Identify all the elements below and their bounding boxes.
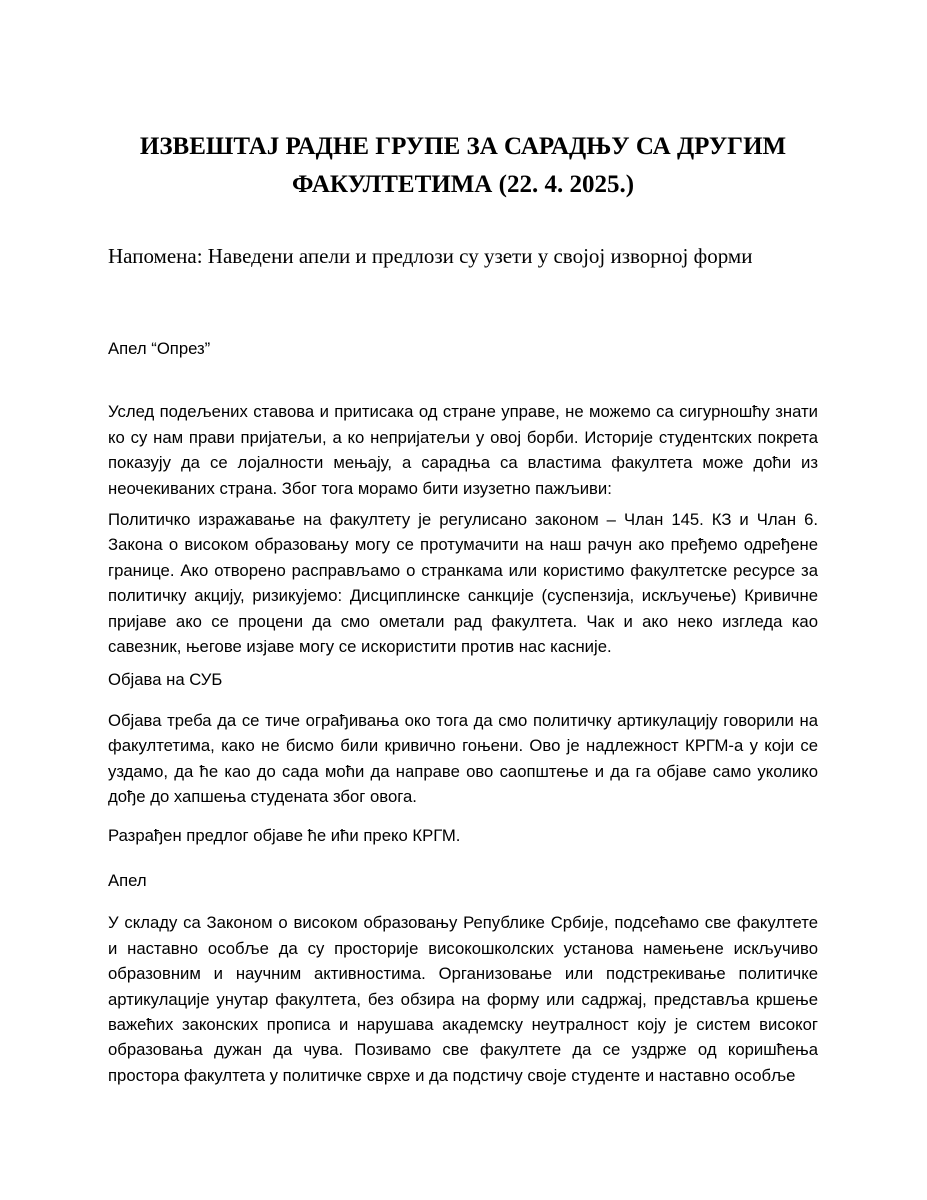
paragraph-politicko: Политичко изражавање на факултету је регулисано законом – Члан 145. КЗ и Члан 6. Закона о високом образовању могу се протумачити на наш рачун ако пређемо одређене границе. Ако отворено расправљамо о странкама или користимо факултетске ресурсе за политичку акцију, ризикујемо: Дисциплинске санкције (суспензија, искључење) Кривичне пријаве ако се процени да смо ометали рад факултета. Чак и ако неко изгледа као савезник, његове изјаве могу се искористити против нас касније. — [108, 510, 818, 657]
paragraph-objava-treba: Објава треба да се тиче ограђивања око тога да смо политичку артикулацију говорили на факултетима, како не бисмо били кривично гоњени. Ово је надлежност КРГМ-а у који се уздамо, да ће као до сада моћи да направе ово саопштење и да га објаве само уколико дође до хапшења студената због овога. — [108, 710, 818, 807]
document-title-line2: ФАКУЛТЕТИМА (22. 4. 2025.) — [291, 171, 635, 198]
heading-apel-oprez: Апел “Опрез” — [108, 339, 211, 358]
heading-objava-na-sub: Објава на СУБ — [108, 670, 223, 690]
heading-apel: Апел — [108, 870, 147, 890]
paragraph-razradjen: Разрађен предлог објаве ће ићи преко КРГМ. — [108, 825, 461, 845]
paragraph-u-skladu: У складу са Законом о високом образовању Републике Србије, подсећамо све факултете и наставно особље да су просторије високошколских установа намењене искључиво образовним и научним активностима. Организовање или подстрекивање политичке артикулације унутар факултета, без обзира на форму или садржај, представља кршење важећих законских прописа и нарушава академску неутралност коју је систем високог образовања дужан да чува. Позивамо све факултете да се уздрже од коришћења простора факултета у политичке сврхе и да подстичу своје студенте и наставно особље — [108, 913, 818, 1085]
note-line: Напомена: Наведени апели и предлози су узети у својој изворној форми — [108, 244, 753, 268]
paragraph-usled: Услед подељених ставова и притисака од стране управе, не можемо са сигурношћу знати ко су нам прави пријатељи, а ко непријатељи у овој борби. Историје студентских покрета показују да се лојалности мењају, а сарадња са властима факултета може доћи из неочекиваних страна. Због тога морамо бити изузетно пажљиви: — [108, 402, 818, 498]
document-title — [108, 128, 818, 204]
document-title-line1: ИЗВЕШТАЈ РАДНЕ ГРУПЕ ЗА САРАДЊУ СА ДРУГИМ — [139, 133, 787, 160]
